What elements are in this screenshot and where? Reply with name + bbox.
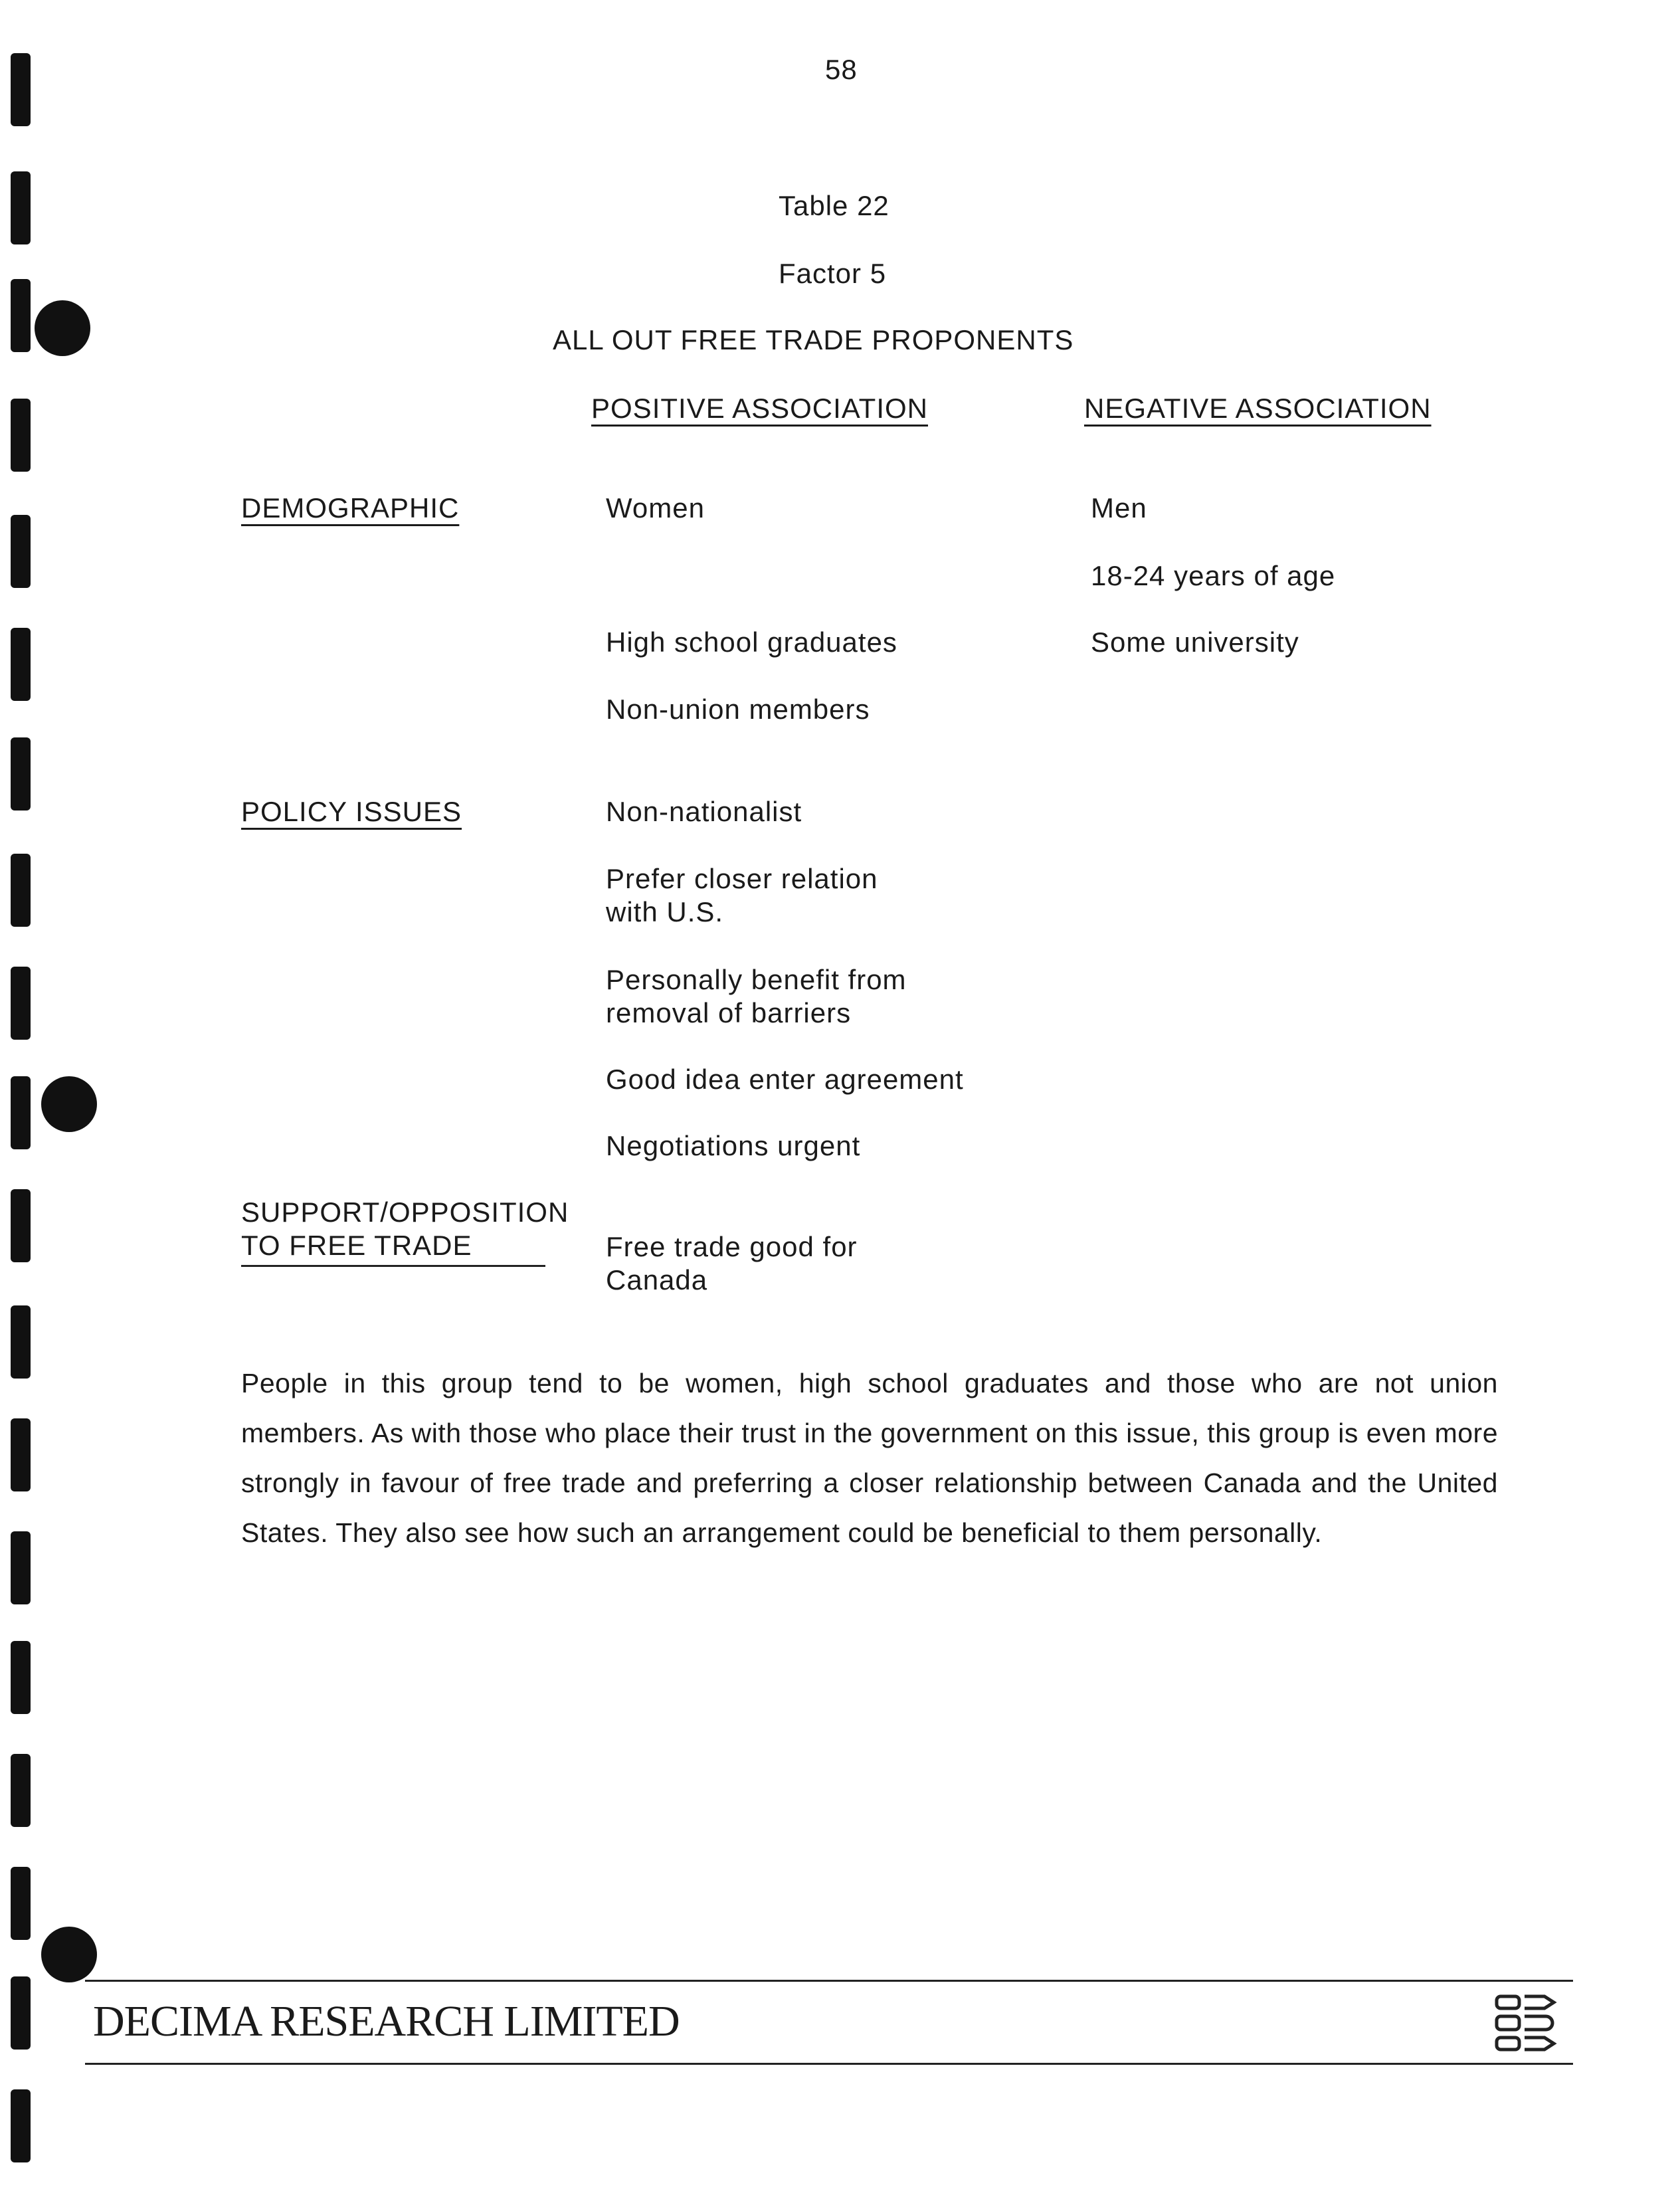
binder-mark [11, 1976, 31, 2050]
negative-item: Men [1091, 492, 1147, 524]
binder-mark [11, 2089, 31, 2162]
binder-mark [11, 1867, 31, 1940]
footer-bottom-rule [85, 2063, 1573, 2065]
positive-item: Non-union members [606, 694, 870, 725]
negative-association-header: NEGATIVE ASSOCIATION [1084, 393, 1432, 424]
positive-item: Negotiations urgent [606, 1130, 861, 1161]
binder-mark [11, 1418, 31, 1491]
punch-hole [41, 1076, 97, 1132]
section-label-support-line1: SUPPORT/OPPOSITION [241, 1196, 569, 1228]
binder-mark [11, 53, 31, 126]
negative-item: 18-24 years of age [1091, 560, 1336, 591]
footer-top-rule [85, 1980, 1573, 1982]
binder-mark [11, 1531, 31, 1604]
binder-mark [11, 171, 31, 244]
section-label-demographic: DEMOGRAPHIC [241, 492, 460, 524]
binder-mark [11, 628, 31, 701]
punch-hole [35, 300, 90, 356]
positive-item: Prefer closer relation [606, 863, 878, 894]
positive-item: Personally benefit from [606, 964, 907, 995]
table-label: Table 22 [779, 190, 889, 221]
positive-item: Good idea enter agreement [606, 1064, 964, 1095]
positive-item: Non-nationalist [606, 796, 802, 827]
table-title: ALL OUT FREE TRADE PROPONENTS [553, 324, 1074, 355]
negative-item: Some university [1091, 626, 1299, 658]
company-logo-icon [1491, 1990, 1564, 2066]
binder-mark [11, 279, 31, 352]
binder-mark [11, 1754, 31, 1827]
positive-association-header: POSITIVE ASSOCIATION [591, 393, 928, 424]
section-label-underline [241, 1265, 545, 1267]
footer-company-name: DECIMA RESEARCH LIMITED [93, 1997, 680, 2046]
positive-item-continued: removal of barriers [606, 997, 852, 1028]
punch-hole [41, 1927, 97, 1982]
factor-label: Factor 5 [779, 258, 887, 289]
page-number: 58 [825, 54, 858, 85]
section-label-support-line2: TO FREE TRADE [241, 1230, 472, 1261]
binder-mark [11, 854, 31, 927]
binder-mark [11, 1076, 31, 1149]
binder-mark [11, 737, 31, 811]
binder-mark [11, 1189, 31, 1262]
binder-mark [11, 1305, 31, 1379]
summary-paragraph: People in this group tend to be women, high school graduates and those who are not union members. As with those who place their trust in the government on this issue, this group is even more strongly in favour of free trade and preferring a closer relationship between Canada and the United States. They also see how such an arrangement could be beneficial to them personally. [241, 1368, 1498, 1548]
binder-mark [11, 399, 31, 472]
positive-item-continued: Canada [606, 1264, 708, 1295]
positive-item: High school graduates [606, 626, 897, 658]
section-label-policy-issues: POLICY ISSUES [241, 796, 462, 827]
positive-item: Women [606, 492, 705, 524]
binder-mark [11, 967, 31, 1040]
positive-item: Free trade good for [606, 1231, 858, 1262]
binder-mark [11, 515, 31, 588]
binder-mark [11, 1641, 31, 1714]
positive-item-continued: with U.S. [606, 896, 724, 927]
